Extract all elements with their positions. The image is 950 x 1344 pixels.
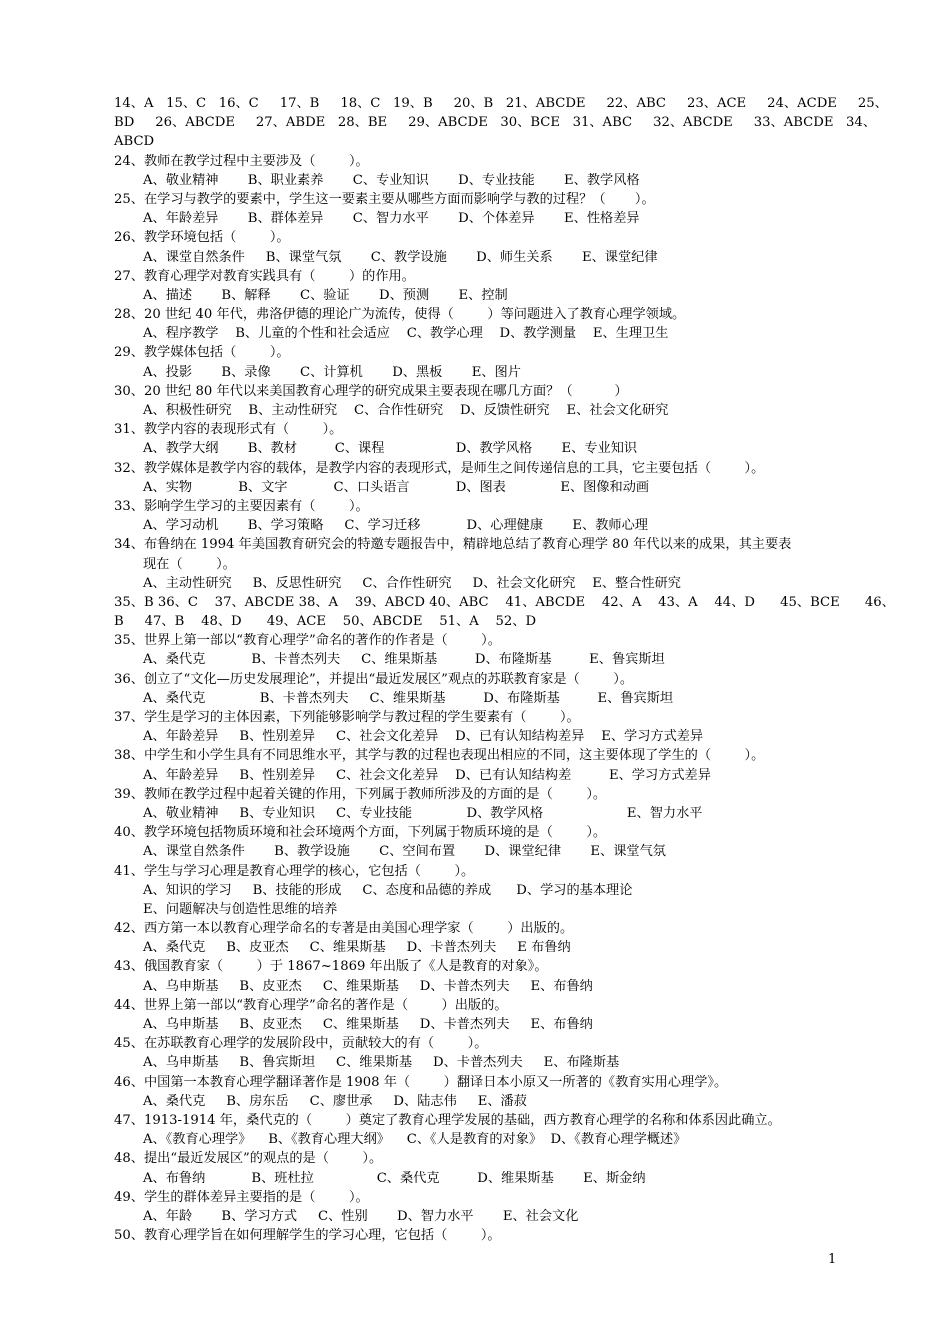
page-body: [114, 94, 895, 1245]
question-line: 43、俄国教育家（ ）于 1867~1869 年出版了《人是教育的对象》。: [114, 959, 548, 975]
option-line: A、积极性研究 B、主动性研究 C、合作性研究 D、反馈性研究 E、社会文化研究: [143, 403, 669, 418]
option-line: A、程序教学 B、儿童的个性和社会适应 C、教学心理 D、教学测量 E、生理卫生: [143, 326, 669, 342]
page-number: 1: [828, 1252, 837, 1267]
question-line: 42、西方第一本以教育心理学命名的专著是由美国心理学家（ ）出版的。: [114, 921, 574, 937]
option-line: 现在（ ）。: [143, 556, 236, 572]
option-line: A、主动性研究 B、反思性研究 C、合作性研究 D、社会文化研究 E、整合性研究: [143, 575, 681, 591]
question-line: 41、学生与学习心理是教育心理学的核心，它包括（ ）。: [114, 863, 475, 879]
question-line: B 47、B 48、D 49、ACE 50、ABCDE 51、A 52、D: [114, 614, 537, 630]
option-line: A、年龄差异 B、性别差异 C、社会文化差异 D、已有认知结构差 E、学习方式差异: [143, 767, 711, 783]
question-line: 25、在学习与教学的要素中，学生这一要素主要从哪些方面而影响学与教的过程？（ ）。: [114, 191, 655, 207]
option-line: A、敬业精神 B、专业知识 C、专业技能 D、教学风格 E、智力水平: [143, 805, 703, 821]
question-line: 24、教师在教学过程中主要涉及（ ）。: [114, 153, 369, 169]
question-line: 44、世界上第一部以“教育心理学”命名的著作是（ ）出版的。: [114, 997, 508, 1013]
question-line: 14、A 15、C 16、C 17、B 18、C 19、B 20、B 21、ABCDE 22、ABC 23、ACE 24、ACDE 25、: [114, 96, 888, 111]
question-line: 46、中国第一本教育心理学翻译著作是 1908 年（ ）翻译日本小原又一所著的《教育实用心理学》。: [114, 1074, 728, 1090]
option-line: A、教学大纲 B、教材 C、课程 D、教学风格 E、专业知识: [143, 441, 638, 457]
option-line: A、敬业精神 B、职业素养 C、专业知识 D、专业技能 E、教学风格: [143, 172, 640, 188]
question-line: 48、提出“最近发展区”的观点的是（ ）。: [114, 1151, 383, 1167]
option-line: A、实物 B、文字 C、口头语言 D、图表 E、图像和动画: [143, 479, 650, 495]
option-line: A、知识的学习 B、技能的形成 C、态度和品德的养成 D、学习的基本理论: [143, 882, 633, 898]
option-line: A、乌申斯基 B、鲁宾斯坦 C、维果斯基 D、卡普杰列夫 E、布隆斯基: [143, 1055, 620, 1071]
question-line: 45、在苏联教育心理学的发展阶段中，贡献较大的有（ ）。: [114, 1036, 488, 1052]
option-line: A、桑代克 B、卡普杰列夫 C、维果斯基 D、布隆斯基 E、鲁宾斯坦: [143, 652, 665, 668]
question-line: 47、1913-1914 年，桑代克的（ ）奠定了教育心理学发展的基础，西方教育心理学的名称和体系因此确立。: [114, 1112, 781, 1128]
option-line: A、课堂自然条件 B、教学设施 C、空间布置 D、课堂纪律 E、课堂气氛: [143, 844, 666, 860]
question-line: 33、影响学生学习的主要因素有（ ）。: [114, 498, 369, 514]
question-line: 30、20 世纪 80 年代以来美国教育心理学的研究成果主要表现在哪几方面？（ ）: [114, 383, 628, 399]
question-line: 38、中学生和小学生具有不同思维水平，其学与教的过程也表现出相应的不同，这主要体现了学生的（ ）。: [114, 748, 765, 764]
question-line: 32、教学媒体是教学内容的载体，是教学内容的表现形式，是师生之间传递信息的工具，它主要包括（ ）。: [114, 460, 765, 476]
question-line: 35、世界上第一部以“教育心理学”命名的著作的作者是（ ）。: [114, 633, 501, 649]
option-line: A、年龄差异 B、性别差异 C、社会文化差异 D、已有认知结构差异 E、学习方式差异: [143, 729, 704, 745]
option-line: A、乌申斯基 B、皮亚杰 C、维果斯基 D、卡普杰列夫 E、布鲁纳: [143, 978, 593, 994]
option-line: A、描述 B、解释 C、验证 D、预测 E、控制: [143, 287, 508, 303]
option-line: A、《教育心理学》 B、《教育心理大纲》 C、《人是教育的对象》 D、《教育心理学概述》: [143, 1132, 687, 1148]
option-line: A、布鲁纳 B、班杜拉 C、桑代克 D、维果斯基 E、斯金纳: [143, 1170, 646, 1186]
question-line: 34、布鲁纳在 1994 年美国教育研究会的特邀专题报告中，精辟地总结了教育心理学 80 年代以来的成果，其主要表: [114, 537, 792, 553]
option-line: A、学习动机 B、学习策略 C、学习迁移 D、心理健康 E、教师心理: [143, 518, 648, 534]
option-line: A、投影 B、录像 C、计算机 D、黑板 E、图片: [143, 364, 521, 380]
option-line: A、桑代克 B、房东岳 C、廖世承 D、陆志伟 E、潘菽: [143, 1093, 527, 1109]
option-line: A、年龄 B、学习方式 C、性别 D、智力水平 E、社会文化: [143, 1208, 579, 1224]
question-line: 27、教育心理学对教育实践具有（ ）的作用。: [114, 268, 415, 284]
question-line: 50、教育心理学旨在如何理解学生的学习心理，它包括（ ）。: [114, 1228, 501, 1244]
question-line: 36、创立了“文化—历史发展理论”，并提出“最近发展区”观点的苏联教育家是（ ）。: [114, 671, 634, 687]
option-line: A、年龄差异 B、群体差异 C、智力水平 D、个体差异 E、性格差异: [143, 211, 640, 227]
question-line: 37、学生是学习的主体因素，下列能够影响学与教过程的学生要素有（ ）。: [114, 710, 580, 725]
question-line: 40、教学环境包括物质环境和社会环境两个方面，下列属于物质环境的是（ ）。: [114, 825, 607, 841]
option-line: E、问题解决与创造性思维的培养: [143, 901, 338, 917]
question-line: 31、教学内容的表现形式有（ ）。: [114, 422, 343, 438]
question-line: 49、学生的群体差异主要指的是（ ）。: [114, 1189, 369, 1205]
question-line: 39、教师在教学过程中起着关键的作用，下列属于教师所涉及的方面的是（ ）。: [114, 786, 607, 802]
question-line: 28、20 世纪 40 年代，弗洛伊德的理论广为流传，使得（ ）等问题进入了教育心理学领域。: [114, 307, 686, 323]
option-line: A、桑代克 B、卡普杰列夫 C、维果斯基 D、布隆斯基 E、鲁宾斯坦: [143, 690, 674, 706]
question-line: 29、教学媒体包括（ ）。: [114, 345, 290, 361]
option-line: A、乌申斯基 B、皮亚杰 C、维果斯基 D、卡普杰列夫 E、布鲁纳: [143, 1017, 593, 1032]
option-line: A、桑代克 B、皮亚杰 C、维果斯基 D、卡普杰列夫 E 布鲁纳: [143, 940, 571, 956]
question-line: ABCD: [114, 134, 155, 150]
question-line: BD 26、ABCDE 27、ABDE 28、BE 29、ABCDE 30、BCE 31、ABC 32、ABCDE 33、ABCDE 34、: [114, 115, 877, 131]
option-line: A、课堂自然条件 B、课堂气氛 C、教学设施 D、师生关系 E、课堂纪律: [143, 249, 658, 265]
question-line: 26、教学环境包括（ ）。: [114, 230, 290, 246]
question-line: 35、B 36、C 37、ABCDE 38、A 39、ABCD 40、ABC 41、ABCDE 42、A 43、A 44、D 45、BCE 46、: [114, 594, 895, 610]
